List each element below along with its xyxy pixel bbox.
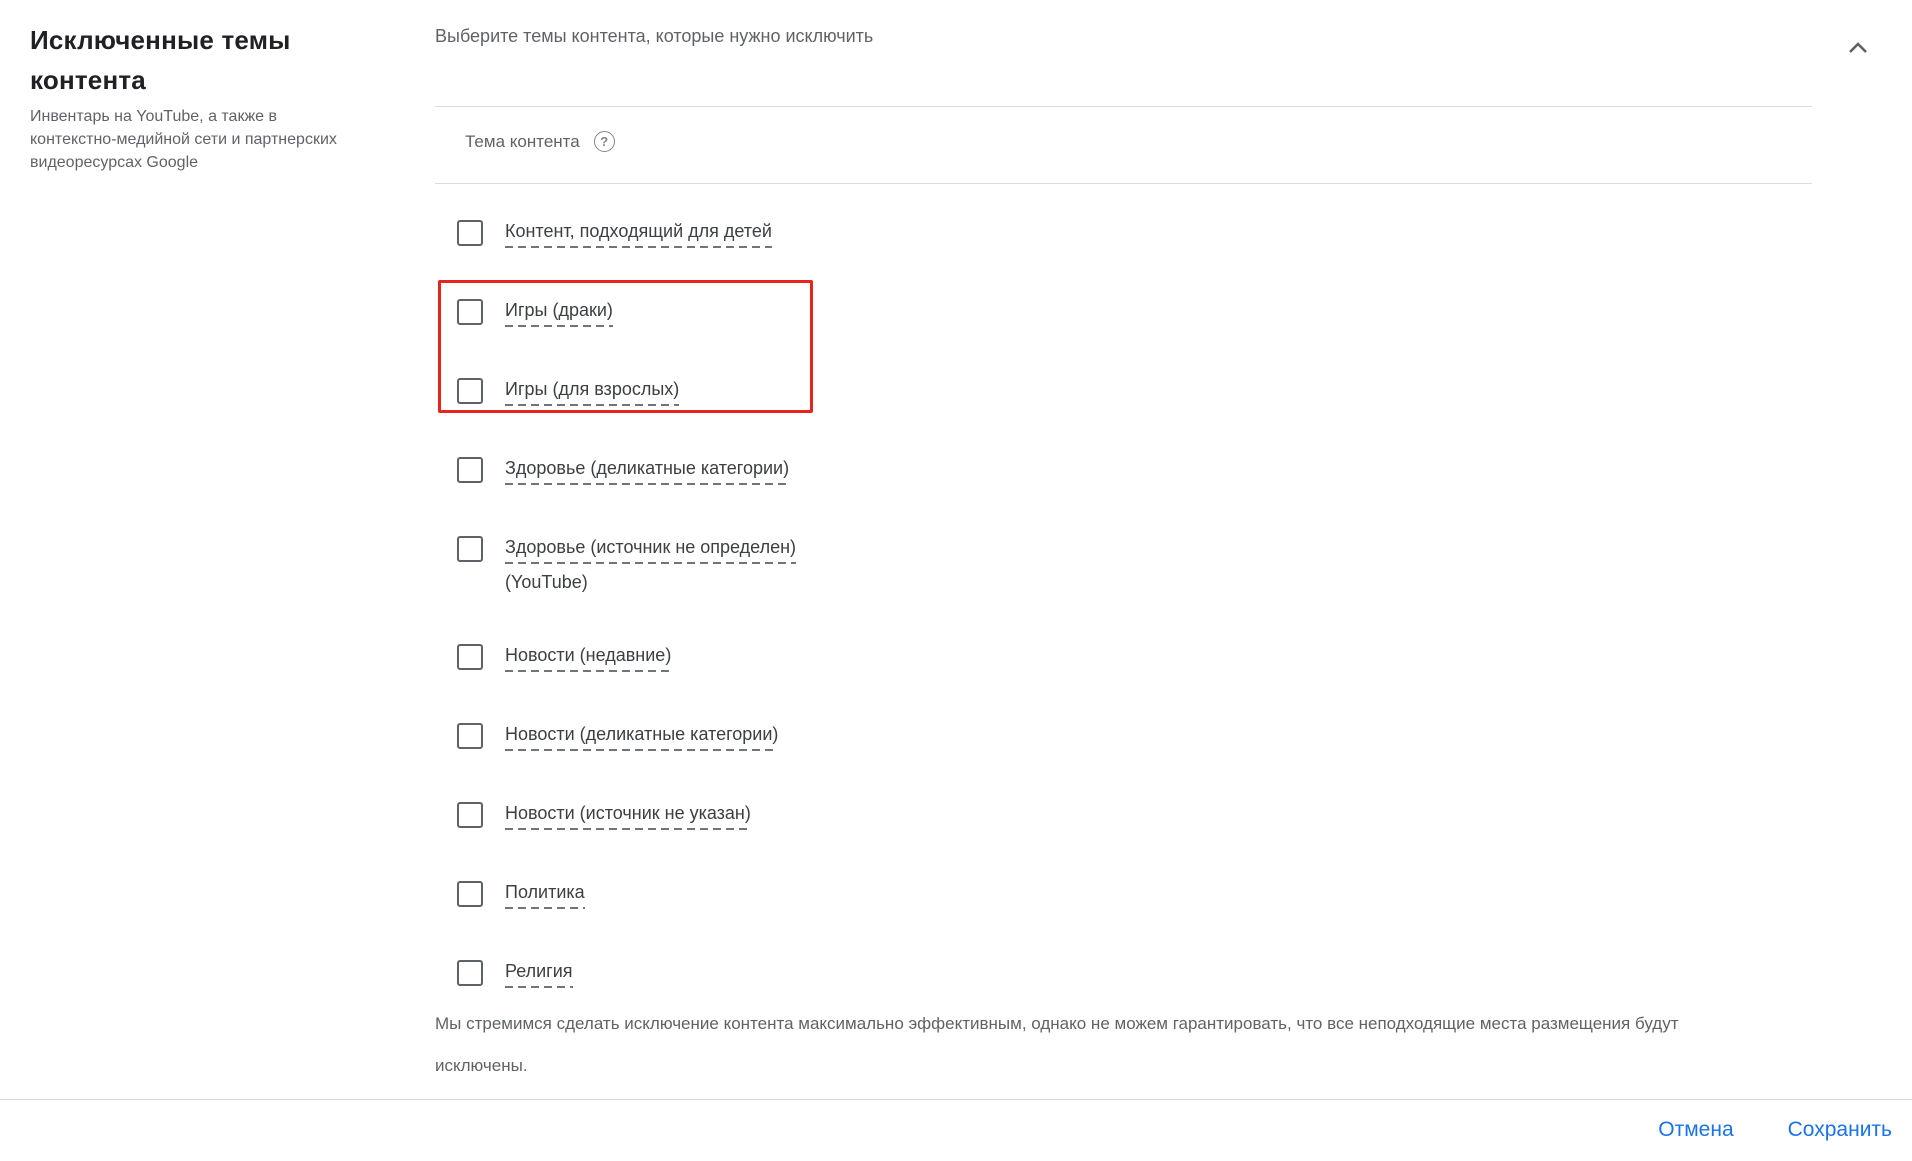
topic-row xyxy=(457,960,1797,988)
topic-checkbox[interactable] xyxy=(457,299,483,325)
topic-label[interactable]: Религия xyxy=(505,960,573,988)
topic-row xyxy=(457,723,1797,751)
topic-text xyxy=(505,881,585,909)
topic-row xyxy=(457,802,1797,830)
topic-row xyxy=(457,220,1797,248)
topic-text xyxy=(505,644,671,672)
topic-text xyxy=(505,802,751,830)
topic-text xyxy=(505,378,679,406)
topic-checkbox[interactable] xyxy=(457,960,483,986)
topic-checkbox[interactable] xyxy=(457,220,483,246)
header-divider xyxy=(435,106,1812,107)
chevron-up-icon xyxy=(1843,33,1873,63)
topic-label[interactable]: Новости (источник не указан) xyxy=(505,802,751,830)
topic-label[interactable]: Политика xyxy=(505,881,585,909)
footer-divider xyxy=(0,1099,1912,1100)
topic-row xyxy=(457,536,1797,593)
topic-label[interactable]: Контент, подходящий для детей xyxy=(505,220,772,248)
topic-checkbox[interactable] xyxy=(457,723,483,749)
topic-row xyxy=(457,881,1797,909)
topic-text xyxy=(505,723,778,751)
topic-label[interactable]: Новости (недавние) xyxy=(505,644,671,672)
settings-section-sidebar xyxy=(30,20,360,174)
topic-text xyxy=(505,299,613,327)
topic-text xyxy=(505,960,573,988)
help-icon[interactable]: ? xyxy=(594,131,615,152)
topic-label[interactable]: Игры (для взрослых) xyxy=(505,378,679,406)
topic-label[interactable]: Здоровье (источник не определен) xyxy=(505,536,796,564)
topic-row xyxy=(457,299,1797,327)
panel-instruction: Выберите темы контента, которые нужно исключить xyxy=(435,26,874,46)
topic-checkbox[interactable] xyxy=(457,881,483,907)
topic-row xyxy=(457,378,1797,406)
collapse-section-button[interactable] xyxy=(1840,30,1876,66)
topic-sublabel: (YouTube) xyxy=(505,572,588,592)
section-title: Исключенные темы контента xyxy=(30,25,291,95)
column-header-divider xyxy=(435,183,1812,184)
topic-row xyxy=(457,457,1797,485)
exclusion-disclaimer: Мы стремимся сделать исключение контента максимально эффективным, однако не можем гарантировать, что все неподходящие места размещения будут исключены. xyxy=(435,1014,1679,1075)
topic-checkbox[interactable] xyxy=(457,644,483,670)
section-description: Инвентарь на YouTube, а также в контекстно-медийной сети и партнерских видеоресурсах Google xyxy=(30,108,337,171)
topics-list xyxy=(457,220,1797,1039)
topic-checkbox[interactable] xyxy=(457,536,483,562)
topic-label[interactable]: Игры (драки) xyxy=(505,299,613,327)
footer-actions xyxy=(1654,1112,1896,1148)
topic-label[interactable]: Новости (деликатные категории) xyxy=(505,723,778,751)
column-header-label: Тема контента xyxy=(465,131,580,151)
topic-checkbox[interactable] xyxy=(457,457,483,483)
cancel-button[interactable]: Отмена xyxy=(1654,1112,1737,1148)
topic-text xyxy=(505,457,789,485)
table-column-header xyxy=(465,131,615,152)
topic-text xyxy=(505,536,796,593)
topic-row xyxy=(457,644,1797,672)
topic-checkbox[interactable] xyxy=(457,378,483,404)
topic-checkbox[interactable] xyxy=(457,802,483,828)
topic-text xyxy=(505,220,772,248)
topic-label[interactable]: Здоровье (деликатные категории) xyxy=(505,457,789,485)
save-button[interactable]: Сохранить xyxy=(1784,1112,1896,1148)
